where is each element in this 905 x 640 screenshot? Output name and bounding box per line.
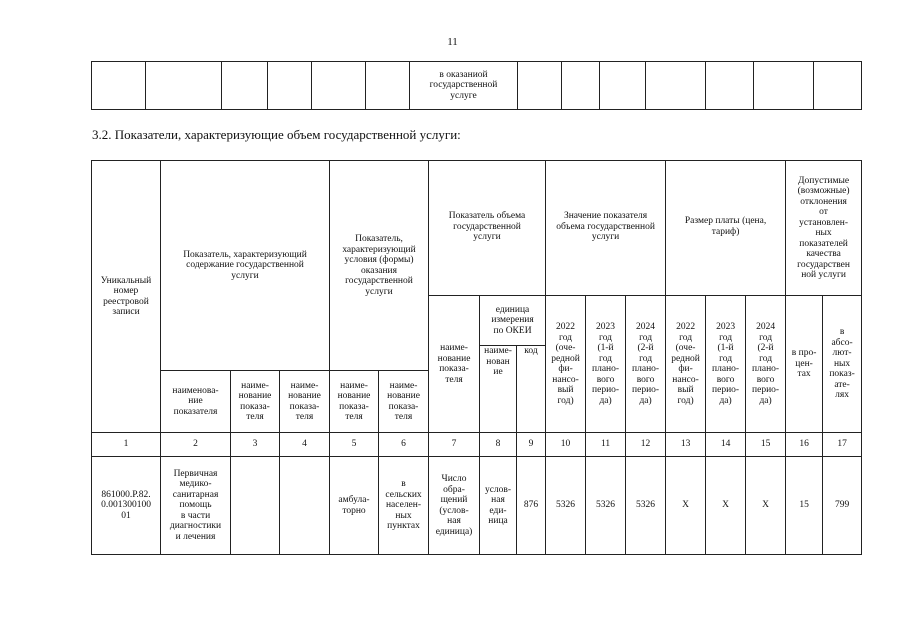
column-number: 7 (429, 433, 480, 457)
table-row (92, 457, 862, 555)
header-row (92, 161, 862, 296)
volume-indicators-table (91, 160, 862, 555)
header-okei-unit: единица измерения по ОКЕИ (480, 296, 546, 346)
page-number: 11 (447, 36, 458, 48)
table-cell (92, 62, 146, 110)
header-year-2022: 2022 год (оче- редной фи- нансо- вый год) (546, 296, 586, 433)
header-fee: Размер платы (цена, тариф) (666, 161, 786, 296)
table-cell (646, 62, 706, 110)
header-indicator-name: наиме- нование показа- теля (429, 296, 480, 433)
header-volume-indicator: Показатель объема государственной услуги (429, 161, 546, 296)
table-cell (706, 62, 754, 110)
column-number: 3 (231, 433, 280, 457)
fee-2022-cell: Х (666, 457, 706, 555)
header-sub-name-3: наиме- нование показа- теля (280, 371, 330, 433)
deviation-absolute-cell: 799 (823, 457, 862, 555)
content-indicator-cell: Первичная медико- санитарная помощь в части диагностики и лечения (161, 457, 231, 555)
header-absolute: в абсо- лют- ных показ- ате- лях (823, 296, 862, 433)
column-number: 4 (280, 433, 330, 457)
table-cell (231, 457, 280, 555)
header-volume-value: Значение показателя объема государственной услуги (546, 161, 666, 296)
table-cell (268, 62, 312, 110)
table-cell (562, 62, 600, 110)
volume-indicator-name-cell: Число обра- щений (услов- ная единица) (429, 457, 480, 555)
value-2022-cell: 5326 (546, 457, 586, 555)
fee-2024-cell: Х (746, 457, 786, 555)
header-sub-name-1: наименова- ние показателя (161, 371, 231, 433)
column-number: 17 (823, 433, 862, 457)
table-row (92, 62, 862, 110)
section-heading: 3.2. Показатели, характеризующие объем государственной услуги: (92, 127, 461, 142)
value-2024-cell: 5326 (626, 457, 666, 555)
condition-form-cell: амбула- торно (330, 457, 379, 555)
column-number: 2 (161, 433, 231, 457)
table-cell (814, 62, 862, 110)
column-number: 5 (330, 433, 379, 457)
table-cell (600, 62, 646, 110)
table-cell (280, 457, 330, 555)
header-okei-name: наиме- нован ие (480, 346, 517, 433)
header-fee-year-2023: 2023 год (1-й год плано- вого перио- да) (706, 296, 746, 433)
column-number: 1 (92, 433, 161, 457)
fee-2023-cell: Х (706, 457, 746, 555)
header-content-indicator: Показатель, характеризующий содержание государственной услуги (161, 161, 330, 371)
column-number-row (92, 433, 862, 457)
header-sub-name-5: наиме- нование показа- теля (379, 371, 429, 433)
previous-table-continuation (91, 61, 862, 110)
table-cell (754, 62, 814, 110)
column-number: 12 (626, 433, 666, 457)
column-number: 13 (666, 433, 706, 457)
column-number: 6 (379, 433, 429, 457)
column-number: 9 (517, 433, 546, 457)
column-number: 16 (786, 433, 823, 457)
header-okei-code: код (517, 346, 546, 433)
column-number: 11 (586, 433, 626, 457)
column-number: 8 (480, 433, 517, 457)
header-unique-number: Уникальный номер реестровой записи (92, 161, 161, 433)
header-conditions-indicator: Показатель, характеризующий условия (формы) оказания государственной услуги (330, 161, 429, 371)
column-number: 15 (746, 433, 786, 457)
header-percent: в про- цен- тах (786, 296, 823, 433)
column-number: 14 (706, 433, 746, 457)
value-2023-cell: 5326 (586, 457, 626, 555)
header-sub-name-2: наиме- нование показа- теля (231, 371, 280, 433)
table-cell (222, 62, 268, 110)
column-number: 10 (546, 433, 586, 457)
header-year-2023: 2023 год (1-й год плано- вого перио- да) (586, 296, 626, 433)
table-cell (312, 62, 366, 110)
condition-place-cell: в сельских населен- ных пунктах (379, 457, 429, 555)
header-deviations: Допустимые (возможные) отклонения от установлен- ных показателей качества государствен ной услуги (786, 161, 862, 296)
table-cell (518, 62, 562, 110)
unit-name-cell: услов- ная еди- ница (480, 457, 517, 555)
unit-code-cell: 876 (517, 457, 546, 555)
header-year-2024: 2024 год (2-й год плано- вого перио- да) (626, 296, 666, 433)
header-fee-year-2022: 2022 год (оче- редной фи- нансо- вый год) (666, 296, 706, 433)
header-fee-year-2024: 2024 год (2-й год плано- вого перио- да) (746, 296, 786, 433)
header-sub-name-4: наиме- нование показа- теля (330, 371, 379, 433)
table-cell (366, 62, 410, 110)
table-cell (146, 62, 222, 110)
table-cell: в оказаниой государственной услуге (410, 62, 518, 110)
deviation-percent-cell: 15 (786, 457, 823, 555)
registry-number-cell: 861000.Р.82. 0.001300100 01 (92, 457, 161, 555)
